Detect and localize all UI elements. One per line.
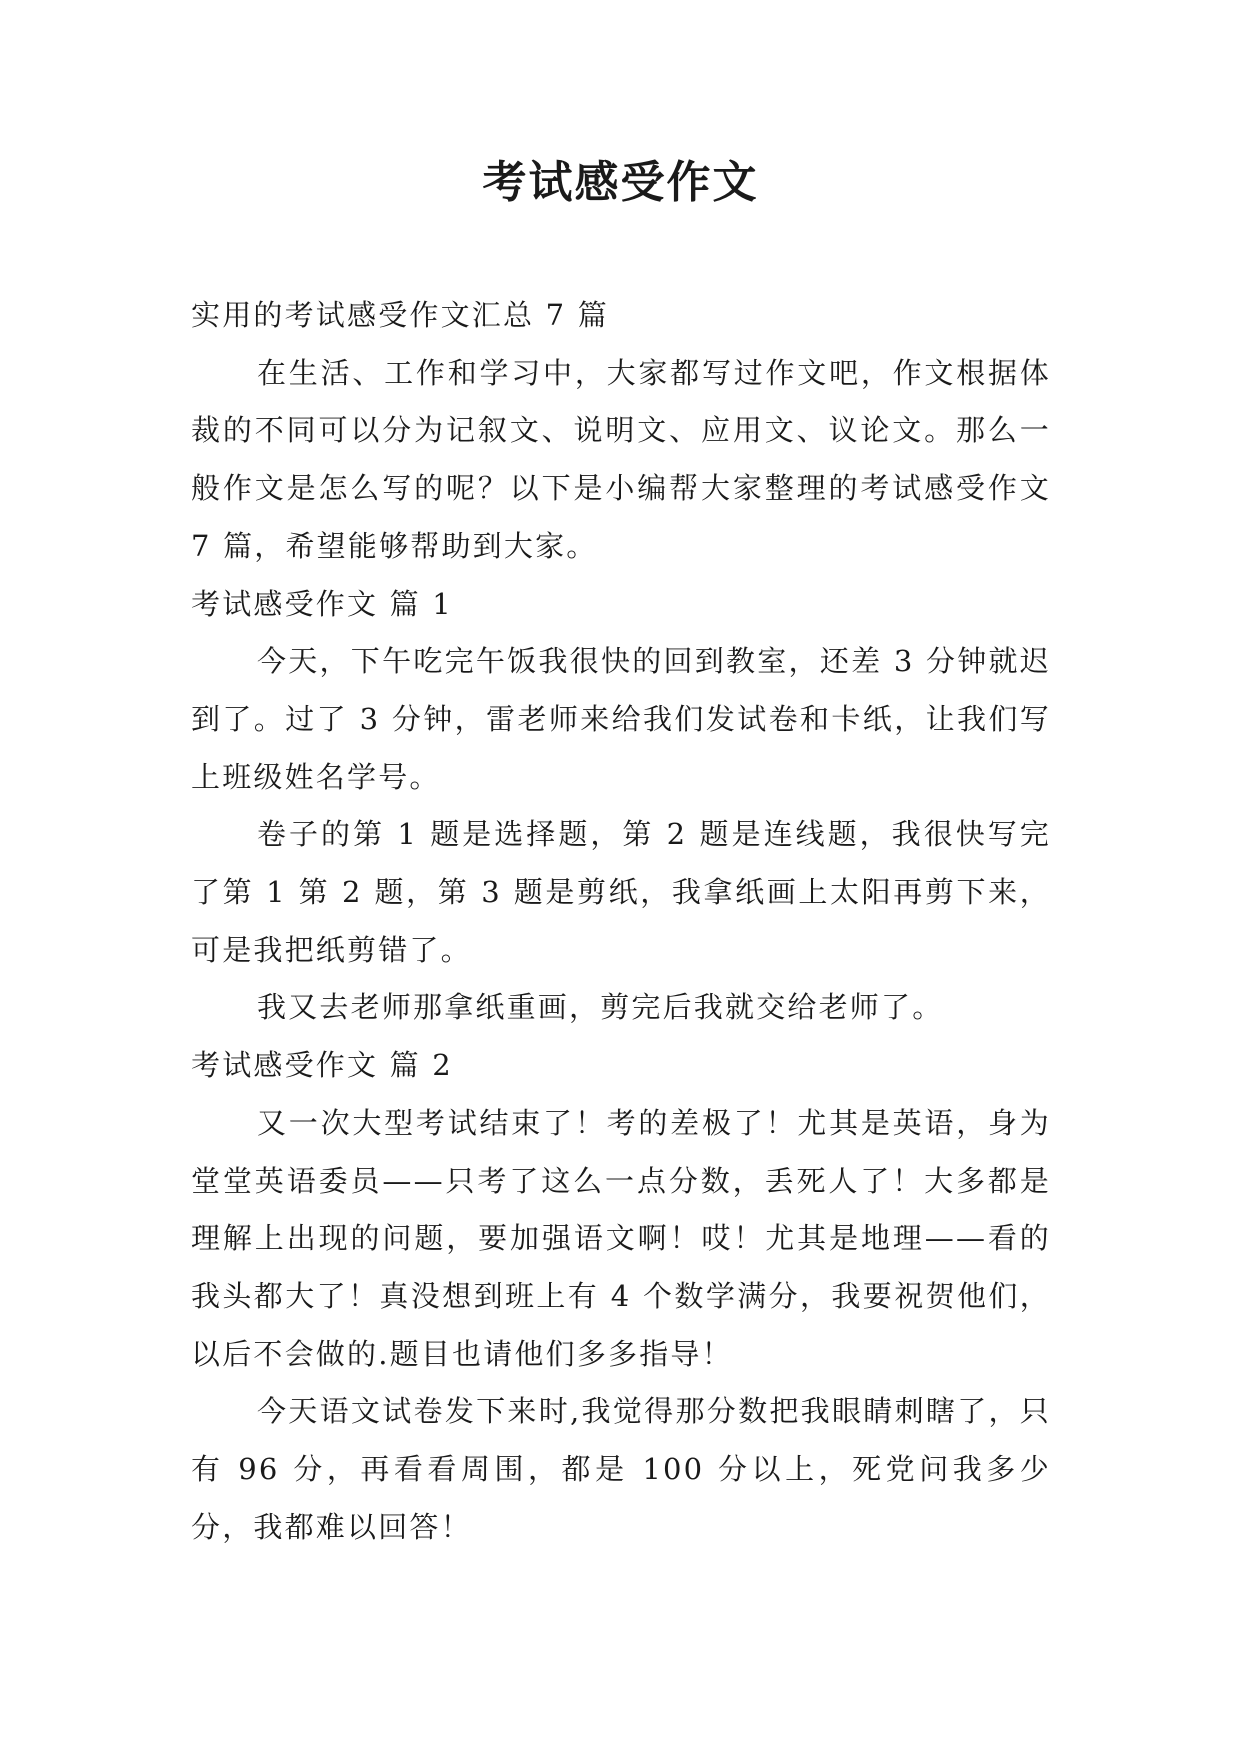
section-1-paragraph-3: 我又去老师那拿纸重画，剪完后我就交给老师了。 (257, 990, 944, 1025)
section-2-paragraph-2: 今天语文试卷发下来时,我觉得那分数把我眼睛刺瞎了，只有 96 分，再看看周围，都是 100 分以上，死党问我多少分，我都难以回答！ (191, 1394, 1051, 1544)
document-title: 考试感受作文 (482, 157, 759, 208)
section-1-paragraph-2: 卷子的第 1 题是选择题，第 2 题是连线题，我很快写完了第 1 第 2 题，第 3 题是剪纸，我拿纸画上太阳再剪下来，可是我把纸剪错了。 (191, 817, 1051, 967)
document-body (191, 287, 1051, 1556)
section-1-paragraph-1: 今天，下午吃完午饭我很快的回到教室，还差 3 分钟就迟到了。过了 3 分钟，雷老师来给我们发试卷和卡纸，让我们写上班级姓名学号。 (191, 644, 1051, 794)
intro-heading: 实用的考试感受作文汇总 7 篇 (191, 298, 609, 332)
section-heading-2: 考试感受作文 篇 2 (191, 1048, 453, 1083)
section-2-paragraph-1: 又一次大型考试结束了！考的差极了！尤其是英语，身为堂堂英语委员——只考了这么一点分数，丢死人了！大多都是理解上出现的问题，要加强语文啊！哎！尤其是地理——看的我头都大了！真没想到班上有 4 个数学满分，我要祝贺他们，以后不会做的.题目也请他们多多指导！ (191, 1105, 1051, 1371)
intro-paragraph: 在生活、工作和学习中，大家都写过作文吧，作文根据体裁的不同可以分为记叙文、说明文、应用文、议论文。那么一般作文是怎么写的呢？以下是小编帮大家整理的考试感受作文 7 篇，希望能够帮助到大家。 (191, 355, 1051, 563)
section-heading-1: 考试感受作文 篇 1 (191, 586, 453, 621)
